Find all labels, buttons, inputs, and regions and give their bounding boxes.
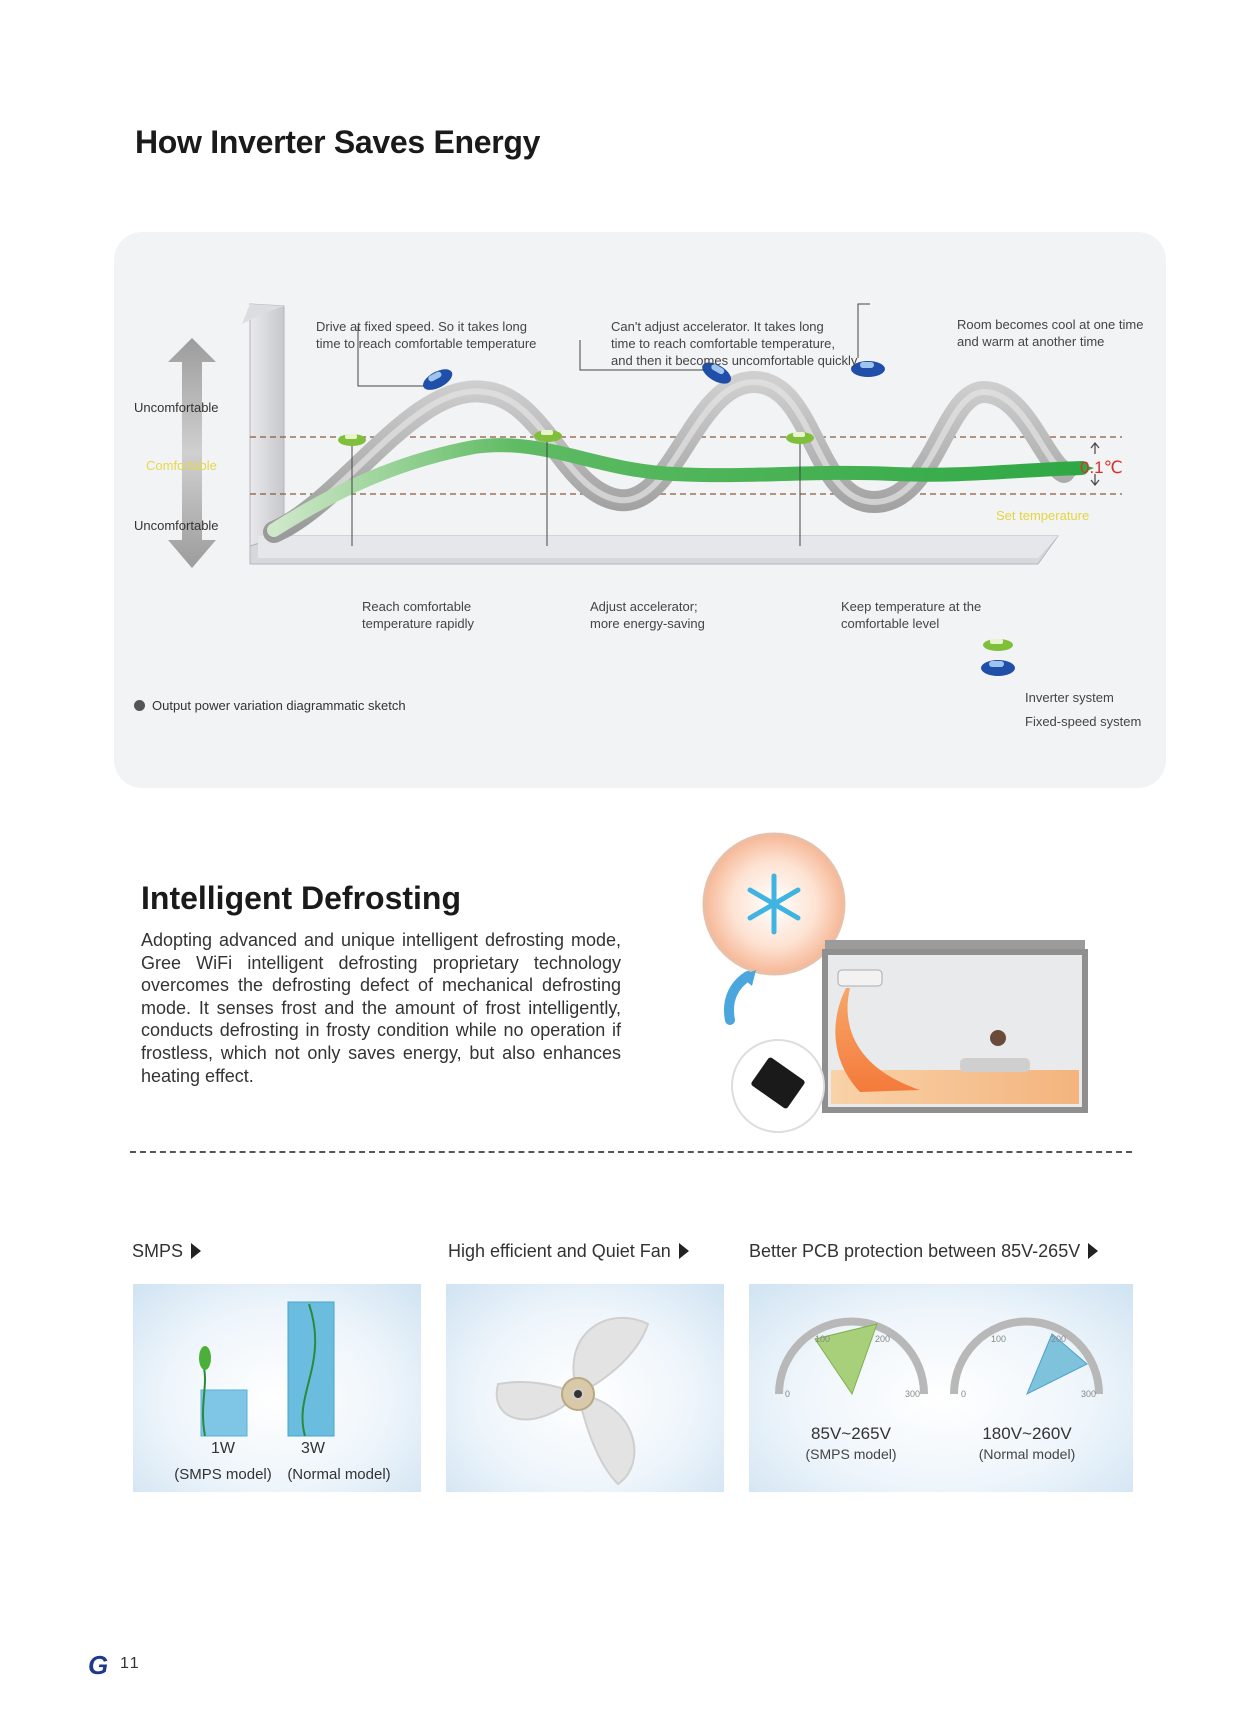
defrost-body: Adopting advanced and unique intelligent defrosting mode, Gree WiFi intelligent defrosting proprietary technology overcomes the defrosting defect of mechanical defrosting mode. It senses frost and the amount of frost intelligently, conducts defrosting in frosty condition while no operation if frostless, which not only saves energy, but also enhances heating effect.	[141, 930, 621, 1086]
annotation-reach-rapidly: Reach comfortable temperature rapidly	[362, 599, 474, 631]
feature-title-smps-text: SMPS	[132, 1241, 184, 1261]
set-temperature-label: Set temperature	[996, 508, 1090, 523]
gauge2-tick-0: 0	[961, 1389, 967, 1399]
fixed-speed-curve	[274, 382, 1064, 532]
defrost-title: Intelligent Defrosting	[141, 880, 461, 916]
person	[990, 1030, 1006, 1046]
brand-logo: G	[88, 1650, 109, 1680]
gauge1-tick-0: 0	[785, 1389, 791, 1399]
annotation-room-cool-warm: Room becomes cool at one time and warm at another time	[957, 317, 1144, 349]
fan-panel	[446, 1284, 724, 1492]
play-arrow-icon	[679, 1243, 689, 1259]
legend-fixed-car	[981, 660, 1015, 676]
label-uncomfortable-lower: Uncomfortable	[134, 518, 219, 533]
gauge2-tick-300: 300	[1081, 1389, 1097, 1399]
legend-inverter-car	[983, 639, 1013, 651]
label-uncomfortable-upper: Uncomfortable	[134, 400, 219, 415]
pcb-panel	[749, 1284, 1133, 1492]
diagram-note-text: Output power variation diagrammatic sketch	[152, 698, 406, 713]
feature-title-pcb	[749, 1241, 1098, 1262]
feature-title-fan	[448, 1241, 689, 1262]
inverter-car-1	[338, 434, 366, 446]
annotation-fixed-speed-slow: Drive at fixed speed. So it takes long time to reach comfortable temperature	[316, 319, 537, 351]
play-arrow-icon	[191, 1243, 201, 1259]
comfort-double-arrow	[168, 338, 216, 568]
temp-diff-value: 0.1℃	[1080, 458, 1123, 477]
inverter-car-3	[786, 432, 814, 444]
feature-title-fan-text: High efficient and Quiet Fan	[448, 1241, 671, 1261]
gauge2-label: (Normal model)	[978, 1446, 1076, 1462]
inverter-diagram-panel	[114, 232, 1166, 788]
gauge2-tick-100: 100	[991, 1334, 1007, 1344]
sofa	[960, 1058, 1030, 1072]
gauge1-tick-100: 100	[815, 1334, 831, 1344]
annotation-adjust-accelerator: Adjust accelerator; more energy-saving	[590, 599, 705, 631]
fan-icon	[446, 1284, 724, 1492]
gauge1-label: (SMPS model)	[805, 1446, 897, 1462]
smps-label-smps-model: (SMPS model)	[174, 1466, 272, 1483]
gauge-normal	[954, 1322, 1099, 1395]
smps-panel	[133, 1284, 421, 1492]
defrost-illustration	[690, 830, 1110, 1140]
smps-value-3w: 3W	[301, 1440, 325, 1457]
smps-label-normal-model: (Normal model)	[287, 1466, 391, 1483]
diagram-note	[134, 698, 406, 713]
annotation-keep-temperature: Keep temperature at the comfortable level	[841, 599, 982, 631]
label-comfortable: Comfortable	[146, 458, 217, 473]
bullet-dot	[134, 700, 145, 711]
inverter-car-2	[534, 430, 562, 442]
smps-value-1w: 1W	[211, 1440, 235, 1457]
page-title: How Inverter Saves Energy	[135, 124, 541, 160]
smps-bars	[133, 1284, 421, 1492]
leaf-icon	[199, 1346, 211, 1370]
legend-inverter-label: Inverter system	[1025, 690, 1114, 705]
play-arrow-icon	[1088, 1243, 1098, 1259]
gauge-smps	[779, 1322, 924, 1395]
feature-title-smps	[132, 1241, 201, 1262]
indoor-unit	[838, 970, 882, 986]
gauge2-tick-200: 200	[1051, 1334, 1067, 1344]
arrow-up-icon	[729, 976, 748, 1020]
gauge1-range: 85V~265V	[811, 1424, 891, 1443]
gauge1-tick-300: 300	[905, 1389, 921, 1399]
bar-1w	[201, 1390, 247, 1436]
feature-title-pcb-text: Better PCB protection between 85V-265V	[749, 1241, 1081, 1261]
legend-fixed-label: Fixed-speed system	[1025, 714, 1142, 729]
gauge2-range: 180V~260V	[982, 1424, 1072, 1443]
section-divider	[130, 1151, 1132, 1153]
annotation-no-accelerator: Can't adjust accelerator. It takes long time to reach comfortable temperature, and then it becomes uncomfortable quickly	[611, 319, 858, 368]
page-number: 11	[120, 1655, 141, 1672]
gauge1-tick-200: 200	[875, 1334, 891, 1344]
